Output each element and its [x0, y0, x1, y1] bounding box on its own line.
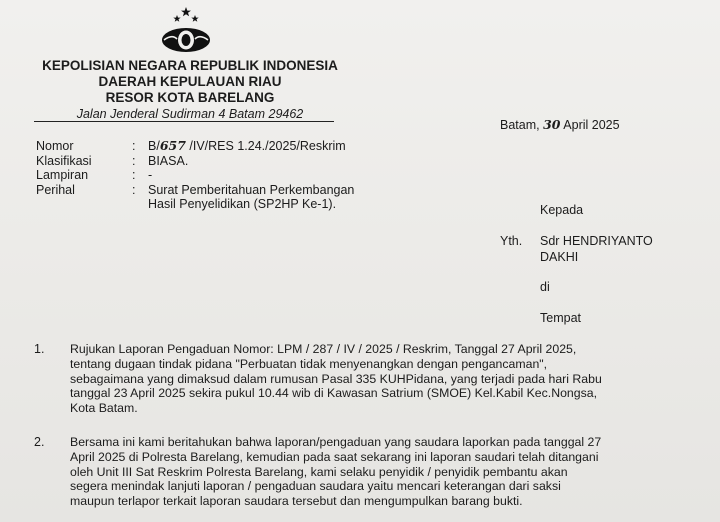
month-year: April 2025: [563, 118, 620, 132]
letterhead: [20, 58, 360, 122]
perihal-line1: Surat Pemberitahuan Perkembangan: [148, 182, 355, 197]
recipient-name-line1: Sdr HENDRIYANTO: [540, 234, 653, 248]
colon: :: [132, 153, 136, 168]
perihal-label: Perihal: [36, 182, 75, 197]
kepada-label: Kepada: [540, 203, 584, 217]
nomor-handwritten: 657: [159, 138, 186, 153]
tempat-label: Tempat: [540, 311, 581, 325]
lampiran-label: Lampiran: [36, 168, 89, 182]
paragraph-2: [70, 435, 682, 509]
paragraph-1: [70, 342, 682, 416]
nomor-value: [148, 139, 346, 154]
nomor-rest: /IV/RES 1.24./2025/Reskrim: [189, 139, 346, 153]
colon: :: [132, 182, 136, 197]
nomor-prefix: B/: [148, 139, 160, 153]
paragraph-1-line: tanggal 23 April 2025 sekira pukul 10.44 wib di Kawasan Satrium (SMOE) Kel.Kabil Kec.Nongsa,: [70, 386, 598, 401]
nomor-label: Nomor: [36, 139, 74, 153]
paragraph-1-line: Kota Batam.: [70, 401, 138, 416]
letterhead-line1: KEPOLISIAN NEGARA REPUBLIK INDONESIA: [42, 58, 338, 73]
perihal-line2: Hasil Penyelidikan (SP2HP Ke-1).: [148, 197, 337, 211]
paragraph-1-line: sebagaimana yang dimaksud dalam rumusan Pasal 335 KUHPidana, yang terjadi pada hari Rabu: [70, 371, 602, 386]
police-emblem-logo: [160, 6, 212, 54]
place-date: [500, 117, 620, 132]
letterhead-address: Jalan Jenderal Sudirman 4 Batam 29462: [76, 107, 304, 121]
paragraph-1-number: 1.: [34, 342, 45, 356]
yth-label: Yth.: [500, 234, 523, 248]
paragraph-2-line: Bersama ini kami beritahukan bahwa laporan/pengaduan yang saudara laporkan pada tanggal 27: [70, 435, 602, 449]
lampiran-value: -: [148, 168, 153, 182]
klasifikasi-label: Klasifikasi: [36, 153, 92, 168]
letterhead-line2: DAERAH KEPULAUAN RIAU: [98, 74, 282, 89]
paragraph-1-line: Rujukan Laporan Pengaduan Nomor: LPM / 287 / IV / 2025 / Reskrim, Tanggal 27 April 2025,: [70, 342, 577, 356]
place-city: Batam,: [500, 118, 540, 132]
di-label: di: [540, 280, 550, 294]
paragraph-1-line: tentang dugaan tindak pidana "Perbuatan tidak menyenangkan dengan pengancaman",: [70, 356, 548, 371]
letterhead-line3: RESOR KOTA BARELANG: [105, 90, 275, 105]
paragraph-2-number: 2.: [34, 435, 45, 449]
paragraph-2-line: April 2025 di Polresta Barelang, kemudian pada saat sekarang ini laporan saudari telah ditangani: [70, 449, 599, 464]
colon: :: [132, 139, 136, 153]
letterhead-underline: [34, 121, 334, 122]
handwritten-day: 30: [543, 117, 561, 132]
paragraph-2-line: maupun terlapor terkait laporan saudara tersebut dan mengumpulkan barang bukti.: [70, 494, 523, 509]
paragraph-2-line: segera menindak lanjuti laporan / pengaduan saudara yaitu mencari keterangan dari saksi: [70, 479, 561, 494]
recipient-name-line2: DAKHI: [540, 250, 579, 264]
klasifikasi-value: BIASA.: [148, 153, 189, 168]
colon: :: [132, 168, 136, 182]
paragraph-2-line: oleh Unit III Sat Reskrim Polresta Barelang, kami selaku penyidik / penyidik pembantu akan: [70, 464, 568, 479]
